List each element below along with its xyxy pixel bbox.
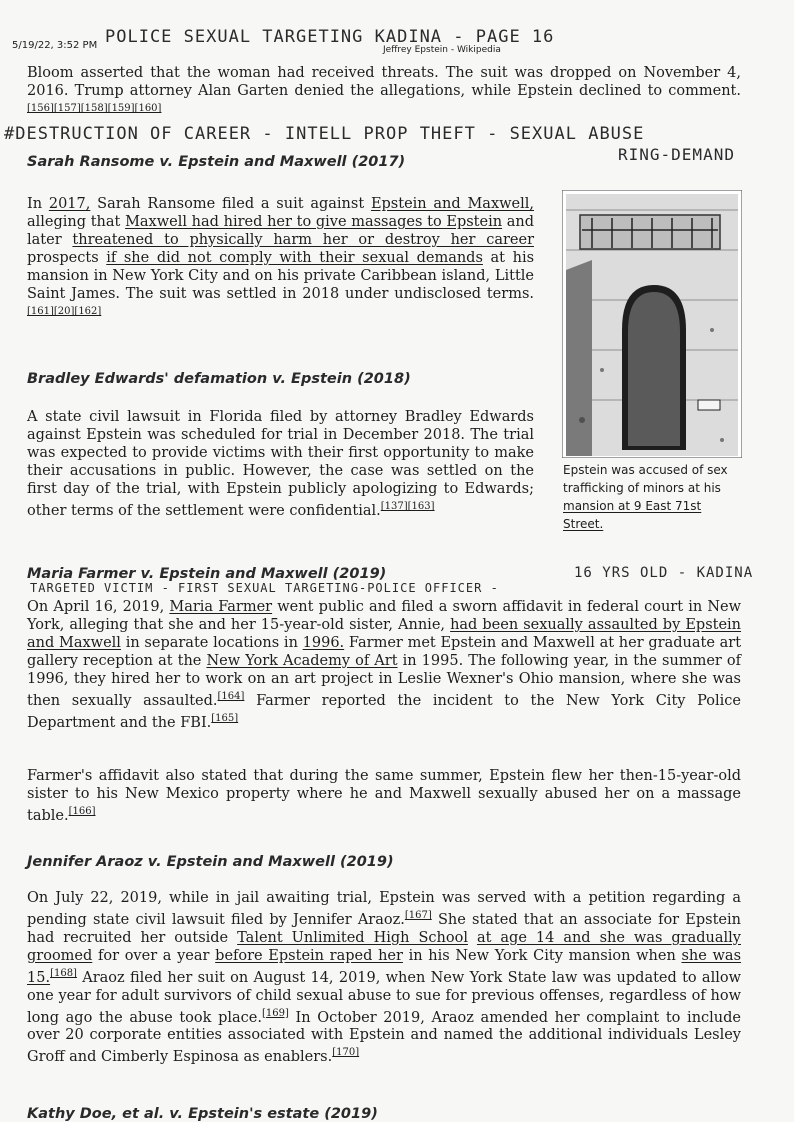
page-source: Jeffrey Epstein - Wikipedia (383, 45, 501, 55)
ransome-year[interactable]: 2017, (48, 196, 91, 212)
araoz-paragraph: On July 22, 2019, while in jail awaiting trial, Epstein was served with a petition regarding a pending state civil lawsuit filed by Jennifer Araoz.[167] She stated that an associate for Epstein had recruited her outside Talent Unlimited High School at age 14 and she was gradually groomed for over a year before Epstein raped her in his New York City mansion when she was 15.[168] Araoz filed her suit on August 14, 2019, when New York State law was updated to allow one year for adult survivors of child sexual abuse to sue for previous offenses, regardless of how long ago the abuse took place.[169] In October 2019, Araoz amended her complaint to include over 20 corporate entities associated with Epstein and named the additional individuals Lesley Groff and Cimberly Espinosa as enablers.[170] (27, 890, 742, 1066)
farmer-citation-166[interactable]: [166] (68, 806, 96, 817)
farmer-citation-164[interactable]: [164] (217, 691, 245, 702)
farmer-paragraph-1: On April 16, 2019, Maria Farmer went public and filed a sworn affidavit in federal court in New York, alleging that she and her 15-year-old sister, Annie, had been sexually assaulted by Epstein and Maxwell in separate locations in 1996. Farmer met Epstein and Maxwell at her graduate art gallery reception at the New York Academy of Art in 1995. The following year, in the summer of 1996, they hired her to work on an art project in Leslie Wexner's Ohio mansion, where she was then sexually assaulted.[164] Farmer reported the incident to the New York City Police Department and the FBI.[165] (27, 599, 742, 731)
intro-paragraph (27, 64, 741, 122)
ransome-parties-link[interactable]: Epstein and Maxwell, (370, 196, 534, 212)
mansion-link[interactable]: mansion at 9 East 71st Street. (563, 499, 702, 531)
intro-text: Bloom asserted that the woman had received threats. The suit was dropped on November 4, 2016. Trump attorney Alan Garten denied the allegations, while Epstein declined to comment. (27, 65, 741, 99)
edwards-paragraph: A state civil lawsuit in Florida filed by attorney Bradley Edwards against Epstein was scheduled for trial in December 2018. The trial was expected to provide victims with their first opportunity to make their accusations in public. However, the case was settled on the first day of the trial, with Epstein publicly apologizing to Edwards; other terms of the settlement were confidential.[137][163] (27, 409, 534, 519)
araoz-heading: Jennifer Araoz v. Epstein and Maxwell (2019) (27, 854, 394, 870)
handwritten-farmer-note: TARGETED VICTIM - FIRST SEXUAL TARGETING-POLICE OFFICER - (30, 581, 499, 595)
ransome-citations[interactable]: [161][20][162] (27, 306, 102, 317)
academy-link[interactable]: New York Academy of Art (206, 653, 398, 669)
talent-unlimited-link[interactable]: Talent Unlimited High School (237, 929, 468, 946)
edwards-heading: Bradley Edwards' defamation v. Epstein (2018) (27, 371, 411, 387)
araoz-citation-170[interactable]: [170] (332, 1047, 360, 1059)
araoz-citation-168[interactable]: [168] (50, 967, 77, 979)
handwritten-title: POLICE SEXUAL TARGETING KADINA - PAGE 16 (105, 27, 555, 47)
handwritten-ring-note: RING-DEMAND (618, 145, 735, 164)
photo-caption: Epstein was accused of sex trafficking of minors at his mansion at 9 East 71st Street. (563, 463, 728, 531)
farmer-paragraph-2: Farmer's affidavit also stated that during the same summer, Epstein flew her then-15-year-old sister to his New Mexico property where he and Maxwell sexually abused her on a massage table.[166] (27, 768, 741, 824)
maria-farmer-link[interactable]: Maria Farmer (169, 599, 273, 615)
mansion-photo (562, 190, 742, 458)
next-section-heading: Kathy Doe, et al. v. Epstein's estate (2019) (27, 1106, 378, 1122)
intro-citations[interactable]: [156][157][158][159][160] (27, 103, 162, 114)
farmer-heading: Maria Farmer v. Epstein and Maxwell (2019) (27, 566, 387, 582)
farmer-citation-165[interactable]: [165] (211, 712, 239, 724)
araoz-citation-169[interactable]: [169] (261, 1007, 289, 1019)
ransome-paragraph: In 2017, Sarah Ransome filed a suit against Epstein and Maxwell, alleging that Maxwell had hired her to give massages to Epstein and later threatened to physically harm her or destroy her career prospects if she did not comply with their sexual demands at his mansion in New York City and on his private Caribbean island, Little Saint James. The suit was settled in 2018 under undisclosed terms.[161][20][162] (27, 196, 535, 317)
araoz-citation-167[interactable]: [167] (404, 910, 432, 921)
handwritten-farmer-age-note: 16 YRS OLD - KADINA (574, 565, 754, 581)
handwritten-career-note: #DESTRUCTION OF CAREER - INTELL PROP THEFT - SEXUAL ABUSE (4, 124, 645, 144)
print-date: 5/19/22, 3:52 PM (12, 40, 98, 51)
edwards-citations[interactable]: [137][163] (380, 501, 435, 512)
ransome-heading: Sarah Ransome v. Epstein and Maxwell (2017) (27, 154, 406, 170)
